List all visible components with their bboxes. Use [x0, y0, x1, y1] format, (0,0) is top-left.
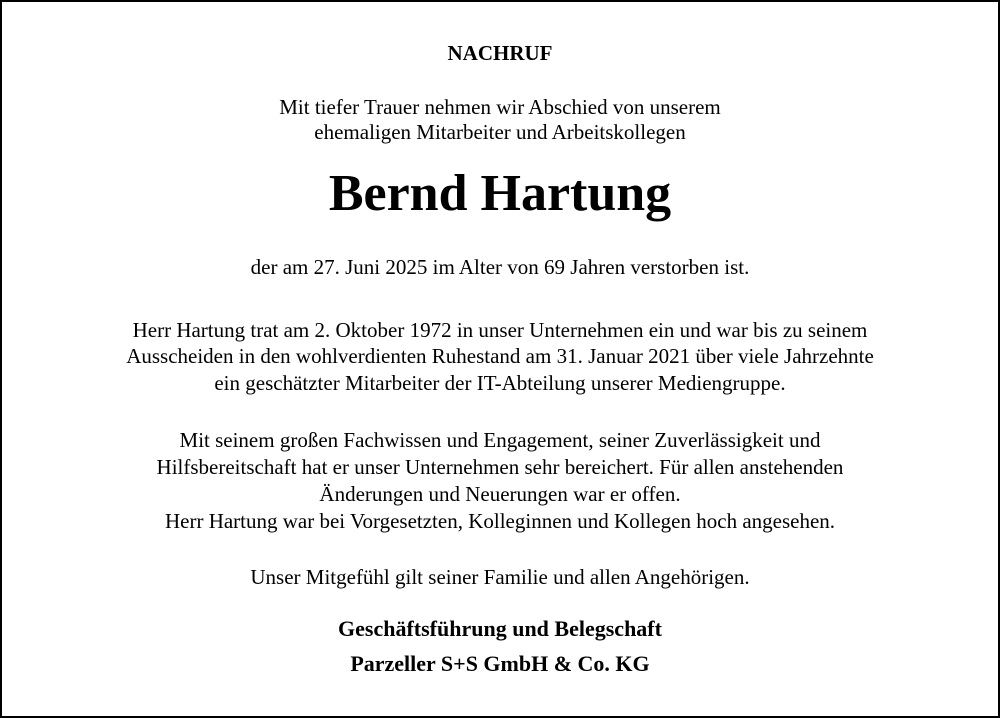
notice-heading: NACHRUF	[447, 41, 553, 65]
signature-line-2: Parzeller S+S GmbH & Co. KG	[350, 651, 650, 676]
paragraph-2-line-3: Änderungen und Neuerungen war er offen.	[319, 482, 681, 506]
paragraph-2-line-4: Herr Hartung war bei Vorgesetzten, Kolleginnen und Kollegen hoch angesehen.	[164, 509, 836, 533]
intro-line-2: ehemaligen Mitarbeiter und Arbeitskollegen	[314, 120, 686, 144]
paragraph-2-line-2: Hilfsbereitschaft hat er unser Unternehmen sehr bereichert. Für allen anstehenden	[156, 455, 844, 479]
signature-line-1: Geschäftsführung und Belegschaft	[338, 616, 662, 641]
paragraph-1-line-3: ein geschätzter Mitarbeiter der IT-Abteilung unserer Mediengruppe.	[214, 371, 786, 395]
condolence-line: Unser Mitgefühl gilt seiner Familie und allen Angehörigen.	[250, 565, 750, 589]
intro-line-1: Mit tiefer Trauer nehmen wir Abschied von unserem	[279, 95, 721, 119]
death-date-line: der am 27. Juni 2025 im Alter von 69 Jahren verstorben ist.	[250, 255, 750, 279]
paragraph-1-line-1: Herr Hartung trat am 2. Oktober 1972 in unser Unternehmen ein und war bis zu seinem	[132, 318, 868, 342]
deceased-name: Bernd Hartung	[328, 165, 672, 222]
paragraph-1-line-2: Ausscheiden in den wohlverdienten Ruhestand am 31. Januar 2021 über viele Jahrzehnte	[126, 344, 874, 368]
paragraph-2-line-1: Mit seinem großen Fachwissen und Engagement, seiner Zuverlässigkeit und	[179, 428, 821, 452]
